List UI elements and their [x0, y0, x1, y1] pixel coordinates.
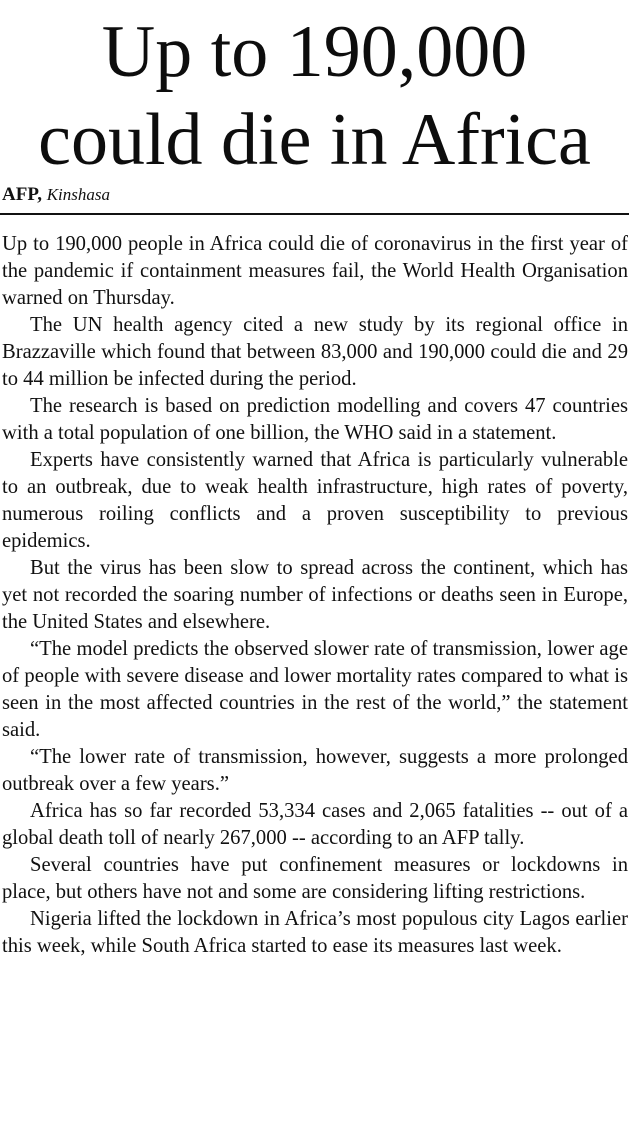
headline-line-1: Up to 190,000 — [101, 11, 528, 93]
article-paragraph: Up to 190,000 people in Africa could die of coronavirus in the first year of the pandemic if containment measures fail, the World Health Organisation warned on Thursday. — [2, 233, 628, 309]
article-paragraph: The UN health agency cited a new study by its regional office in Brazzaville which found that between 83,000 and 190,000 could die and 29 to 44 million be infected during the period. — [2, 314, 628, 390]
byline — [2, 183, 110, 207]
article-paragraph: Several countries have put confinement measures or lockdowns in place, but others have not and some are considering lifting restrictions. — [2, 854, 628, 903]
article-paragraph: “The model predicts the observed slower rate of transmission, lower age of people with severe disease and lower mortality rates compared to what is seen in the most affected countries in the rest of the world,” the statement said. — [2, 638, 628, 741]
byline-divider — [0, 213, 629, 215]
byline-agency: AFP, — [2, 184, 42, 205]
article-paragraph: Nigeria lifted the lockdown in Africa’s most populous city Lagos earlier this week, while South Africa started to ease its measures last week. — [2, 908, 628, 957]
byline-location: Kinshasa — [46, 185, 110, 204]
article-paragraph: Africa has so far recorded 53,334 cases and 2,065 fatalities -- out of a global death toll of nearly 267,000 -- according to an AFP tally. — [2, 800, 628, 849]
article-paragraph: Experts have consistently warned that Africa is particularly vulnerable to an outbreak, due to weak health infrastructure, high rates of poverty, numerous roiling conflicts and a proven susceptibility to previous epidemics. — [2, 449, 628, 552]
article-paragraph: The research is based on prediction modelling and covers 47 countries with a total population of one billion, the WHO said in a statement. — [2, 395, 628, 444]
article-paragraph: “The lower rate of transmission, however, suggests a more prolonged outbreak over a few years.” — [2, 746, 628, 795]
article-paragraph: But the virus has been slow to spread across the continent, which has yet not recorded the soaring number of infections or deaths seen in Europe, the United States and elsewhere. — [2, 557, 628, 633]
article-body — [2, 231, 628, 960]
headline — [0, 8, 629, 184]
headline-line-2: could die in Africa — [38, 99, 591, 181]
